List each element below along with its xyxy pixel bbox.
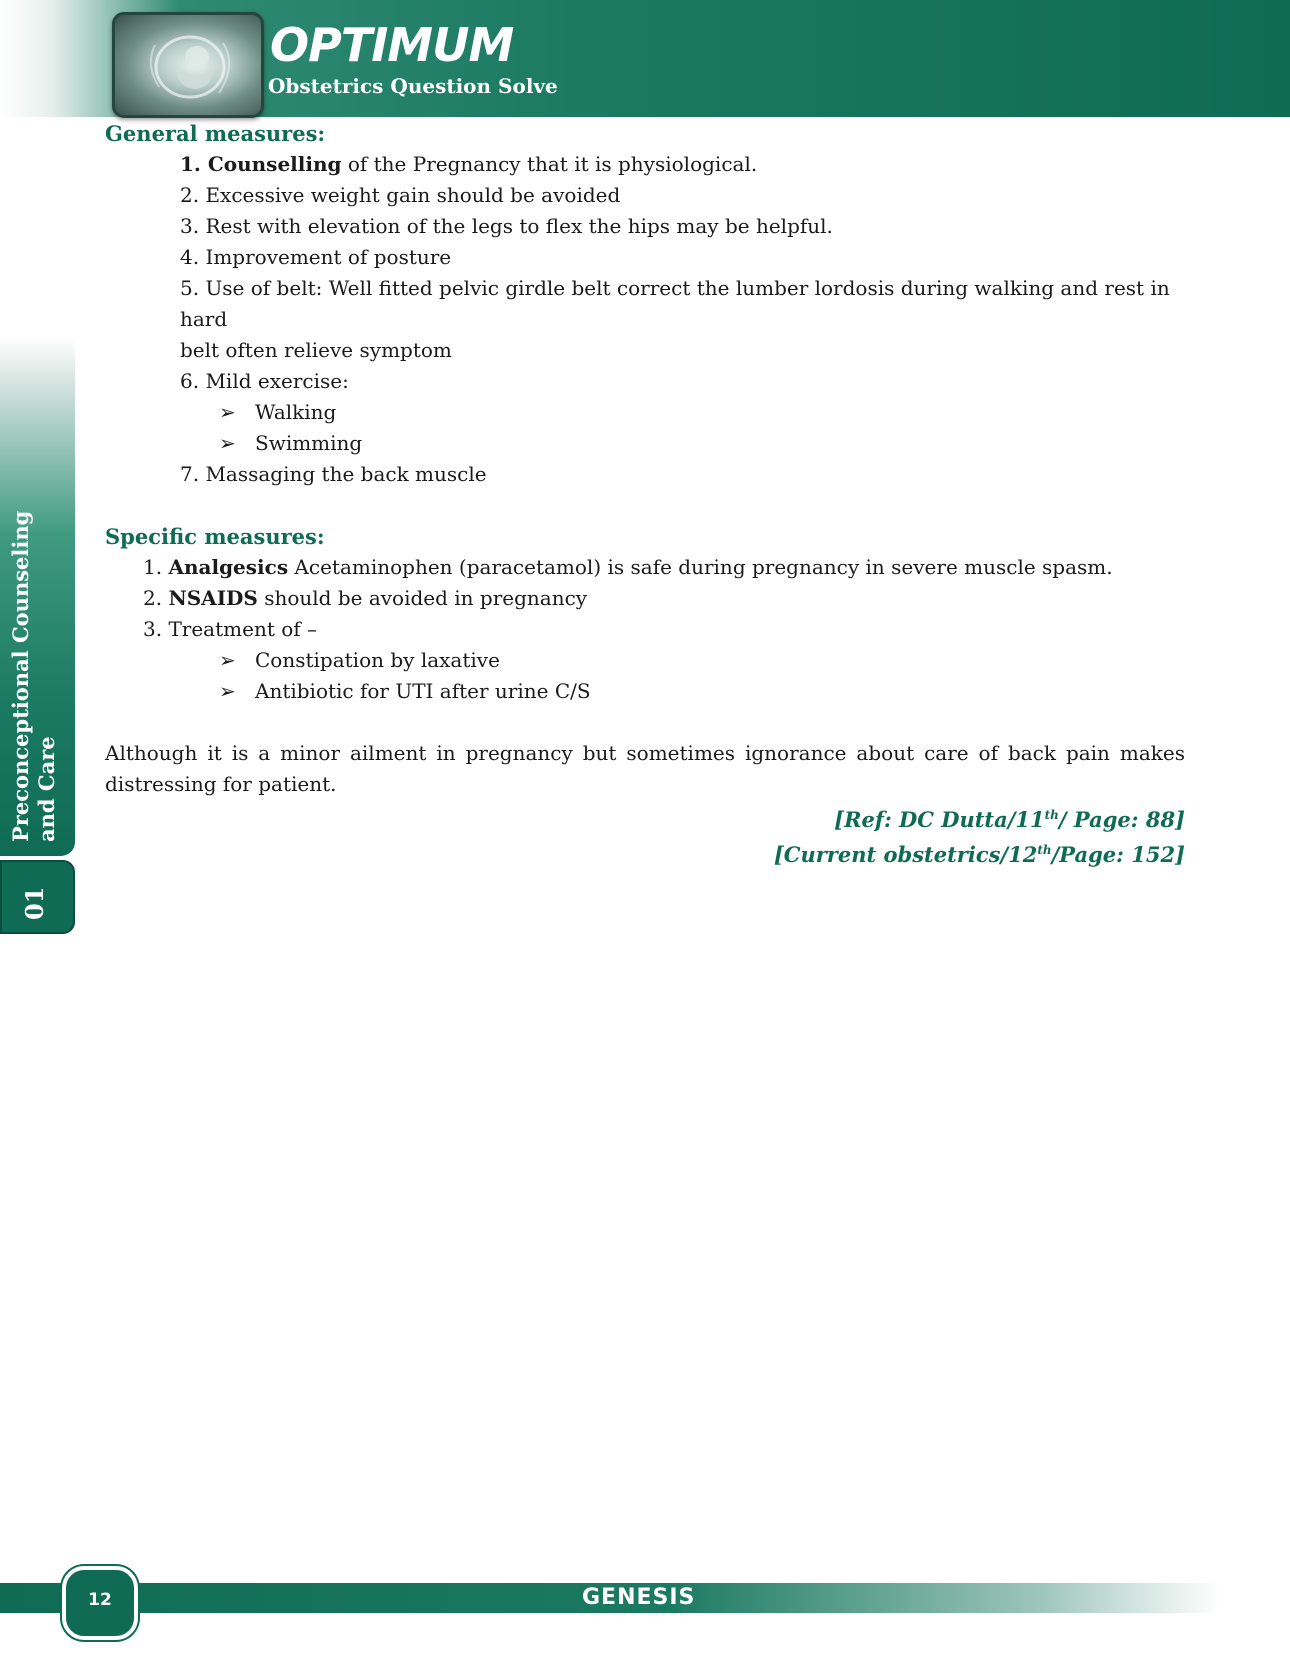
reference-text: / Page: 88] <box>1058 807 1185 832</box>
bullet-text: Constipation by laxative <box>255 648 500 672</box>
arrow-bullet-icon: ➢ <box>219 400 236 424</box>
chapter-number-badge <box>0 860 75 934</box>
brand-subtitle: Obstetrics Question Solve <box>268 74 558 98</box>
list-item-text: Acetaminophen (paracetamol) is safe during pregnancy in severe muscle spasm. <box>288 555 1113 579</box>
list-item: 6. Mild exercise: <box>180 369 349 393</box>
list-item: 3. Rest with elevation of the legs to flex the hips may be helpful. <box>180 214 833 238</box>
footer-brand: GENESIS <box>582 1585 696 1610</box>
general-measures-heading: General measures: <box>105 121 326 146</box>
chapter-title-line1: Preconceptional Counseling <box>8 510 33 842</box>
reference-sup: th <box>1037 843 1052 857</box>
list-item-text: should be avoided in pregnancy <box>257 586 588 610</box>
bullet-item <box>105 645 1185 676</box>
list-item-text: of the Pregnancy that it is physiological. <box>341 152 758 176</box>
bullet-item <box>105 428 1185 459</box>
bullet-item <box>105 676 1185 707</box>
brand-title: OPTIMUM <box>270 18 514 72</box>
list-item: 2. Excessive weight gain should be avoided <box>180 183 621 207</box>
list-item-continuation: belt often relieve symptom <box>180 338 452 362</box>
page-header <box>0 0 1290 117</box>
reference-text: [Current obstetrics/12 <box>773 842 1038 867</box>
list-item: 4. Improvement of posture <box>180 245 452 269</box>
counselling-bold: 1. Counselling <box>180 152 342 176</box>
page-number: 12 <box>88 1590 112 1610</box>
arrow-bullet-icon: ➢ <box>219 431 236 455</box>
arrow-bullet-icon: ➢ <box>219 648 236 672</box>
list-item: 7. Massaging the back muscle <box>180 462 487 486</box>
fetus-logo-image <box>112 12 264 118</box>
reference-sup: th <box>1044 808 1059 822</box>
list-item <box>105 552 1185 583</box>
bullet-text: Antibiotic for UTI after urine C/S <box>255 679 591 703</box>
list-item-number: 2. <box>143 586 169 610</box>
reference-text: /Page: 152] <box>1051 842 1185 867</box>
reference-2 <box>105 835 1185 870</box>
bullet-item <box>105 397 1185 428</box>
reference-text: [Ref: DC Dutta/11 <box>834 807 1045 832</box>
closing-paragraph: Although it is a minor ailment in pregnancy but sometimes ignorance about care of back pain makes distressing for patient. <box>105 741 1185 796</box>
nsaids-bold: NSAIDS <box>168 586 258 610</box>
bullet-text: Walking <box>255 400 337 424</box>
chapter-number: 01 <box>20 886 49 920</box>
page-number-badge <box>62 1566 138 1640</box>
arrow-bullet-icon: ➢ <box>219 679 236 703</box>
list-item-number: 1. <box>143 555 169 579</box>
list-item: 3. Treatment of – <box>143 617 318 641</box>
main-content <box>105 118 1185 870</box>
chapter-title <box>2 326 62 846</box>
chapter-title-line2: and Care <box>34 736 59 842</box>
reference-1 <box>105 800 1185 835</box>
list-item: 5. Use of belt: Well fitted pelvic girdle belt correct the lumber lordosis during walking and rest in hard <box>180 276 1170 331</box>
bullet-text: Swimming <box>255 431 363 455</box>
list-item <box>105 149 1185 180</box>
list-item <box>105 583 1185 614</box>
analgesics-bold: Analgesics <box>168 555 289 579</box>
specific-measures-heading: Specific measures: <box>105 524 325 549</box>
